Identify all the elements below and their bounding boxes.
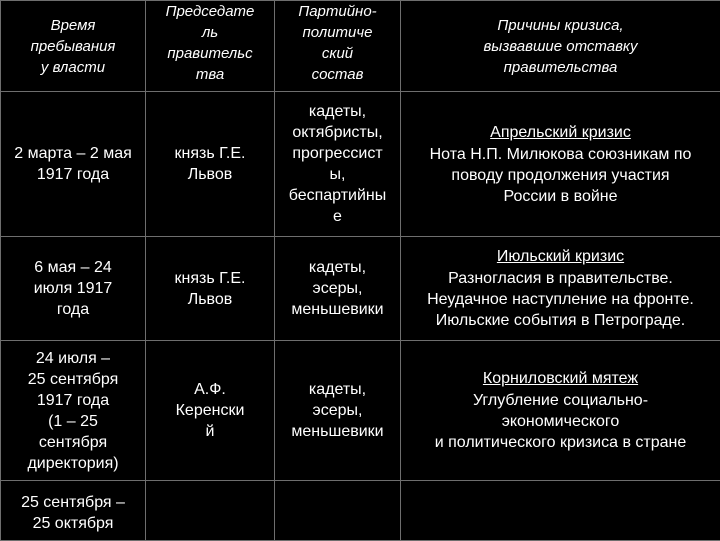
table-row (1, 92, 720, 237)
chairman-cell: князь Г.Е. Львов (146, 92, 275, 237)
parties-cell (275, 481, 401, 541)
header-crisis: Причины кризиса, вызвавшие отставку правительства (401, 1, 720, 92)
chairman-cell: А.Ф. Керенски й (146, 341, 275, 481)
period-cell: 24 июля – 25 сентября 1917 года (1 – 25 сентября директория) (1, 341, 146, 481)
crisis-title: Апрельский кризис (401, 122, 720, 144)
table-row (1, 481, 720, 541)
crisis-cell (401, 92, 720, 237)
crisis-title: Июльский кризис (401, 246, 720, 268)
period-cell: 6 мая – 24 июля 1917 года (1, 237, 146, 341)
crisis-cell (401, 237, 720, 341)
table-row (1, 341, 720, 481)
period-cell: 25 сентября – 25 октября (1, 481, 146, 541)
parties-cell: кадеты, октябристы, прогрессист ы, беспартийны е (275, 92, 401, 237)
chairman-cell: князь Г.Е. Львов (146, 237, 275, 341)
parties-cell: кадеты, эсеры, меньшевики (275, 341, 401, 481)
parties-cell: кадеты, эсеры, меньшевики (275, 237, 401, 341)
crisis-cell (401, 481, 720, 541)
crisis-cell (401, 341, 720, 481)
table-row (1, 237, 720, 341)
crisis-title: Корниловский мятеж (401, 368, 720, 390)
header-parties: Партийно- политиче ский состав (275, 1, 401, 92)
crisis-text: Нота Н.П. Милюкова союзникам по поводу продолжения участия России в войне (401, 144, 720, 207)
header-row (1, 1, 720, 92)
period-cell: 2 марта – 2 мая 1917 года (1, 92, 146, 237)
crisis-text: Углубление социально- экономического и политического кризиса в стране (401, 390, 720, 453)
crisis-text: Разногласия в правительстве. Неудачное наступление на фронте. Июльские события в Петрограде. (401, 268, 720, 331)
header-period: Время пребывания у власти (1, 1, 146, 92)
header-chairman: Председате ль правительс тва (146, 1, 275, 92)
chairman-cell (146, 481, 275, 541)
